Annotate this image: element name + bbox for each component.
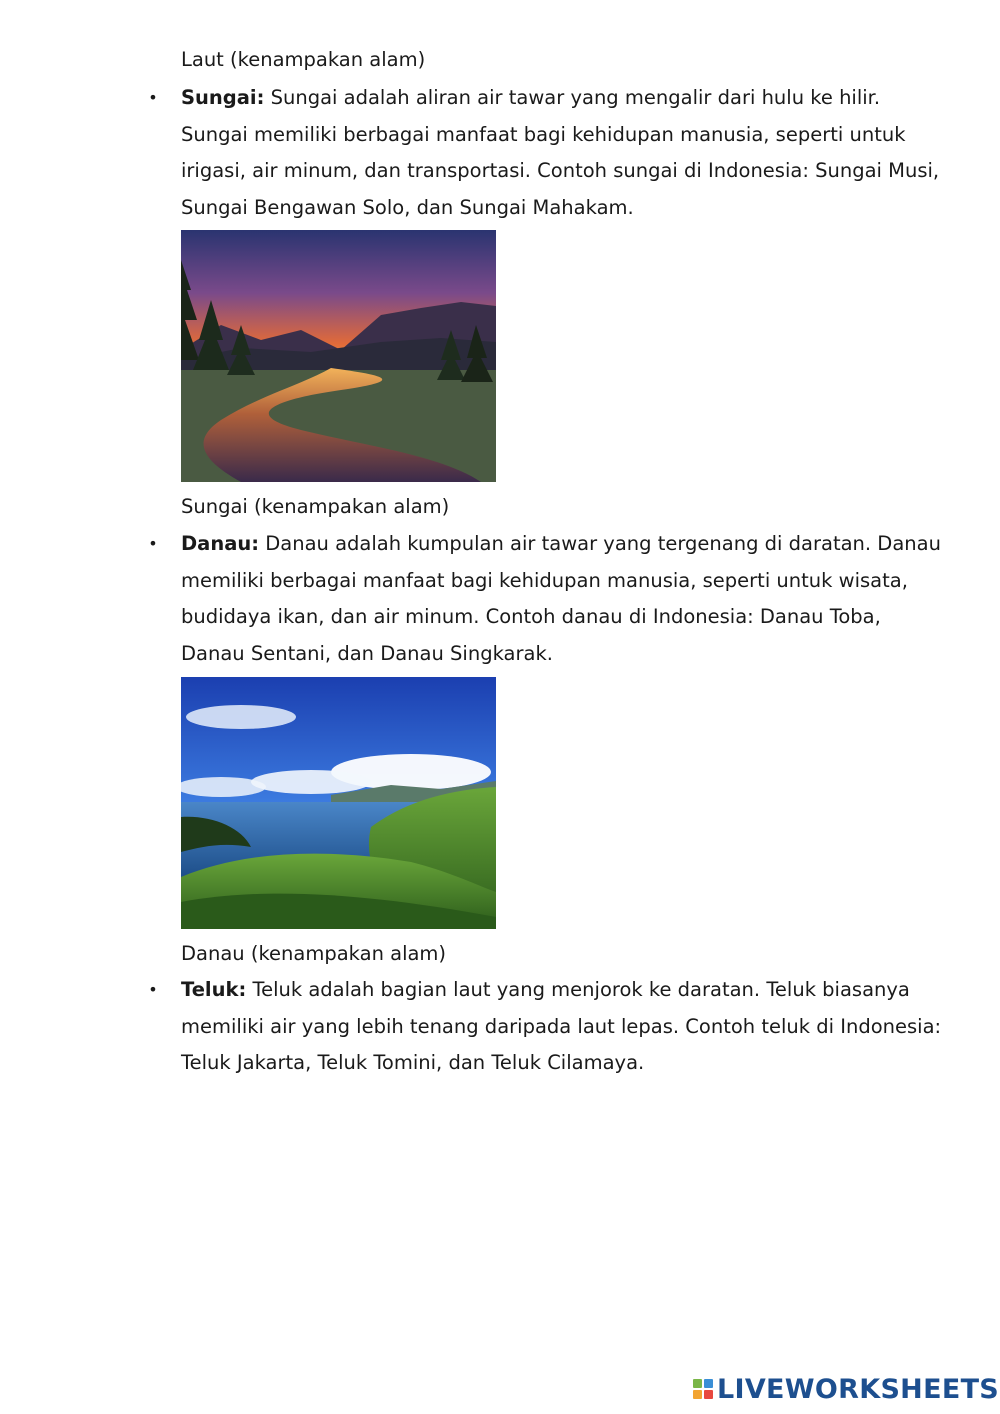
bullet-icon: • bbox=[148, 980, 158, 999]
sungai-line-2: Sungai memiliki berbagai manfaat bagi kehidupan manusia, seperti untuk bbox=[181, 122, 906, 146]
teluk-text-1: Teluk adalah bagian laut yang menjorok ke daratan. Teluk biasanya bbox=[246, 978, 910, 1001]
term-sungai: Sungai: bbox=[181, 86, 265, 109]
sungai-text-1: Sungai adalah aliran air tawar yang mengalir dari hulu ke hilir. bbox=[264, 86, 881, 109]
term-teluk: Teluk: bbox=[181, 978, 247, 1001]
bullet-icon: • bbox=[148, 88, 158, 107]
teluk-line-1 bbox=[181, 972, 910, 1009]
logo-square bbox=[704, 1379, 713, 1388]
logo-square bbox=[693, 1390, 702, 1399]
list-item-danau bbox=[148, 526, 941, 672]
logo-square bbox=[693, 1379, 702, 1388]
caption-laut: Laut (kenampakan alam) bbox=[181, 48, 426, 71]
danau-text-1: Danau adalah kumpulan air tawar yang tergenang di daratan. Danau bbox=[259, 532, 941, 555]
list-item-teluk bbox=[148, 972, 942, 1082]
logo-mark-icon bbox=[693, 1379, 713, 1399]
liveworksheets-logo[interactable] bbox=[693, 1374, 999, 1404]
teluk-line-2: memiliki air yang lebih tenang daripada laut lepas. Contoh teluk di Indonesia: bbox=[181, 1014, 942, 1038]
caption-danau: Danau (kenampakan alam) bbox=[181, 942, 447, 965]
danau-line-3: budidaya ikan, dan air minum. Contoh danau di Indonesia: Danau Toba, bbox=[181, 605, 881, 628]
danau-line-4: Danau Sentani, dan Danau Singkarak. bbox=[181, 641, 553, 665]
danau-line-1 bbox=[181, 526, 941, 563]
river-photo bbox=[181, 230, 496, 482]
term-danau: Danau: bbox=[181, 532, 260, 555]
sungai-line-4: Sungai Bengawan Solo, dan Sungai Mahakam. bbox=[181, 195, 634, 219]
list-item-sungai bbox=[148, 80, 940, 226]
sungai-line-3: irigasi, air minum, dan transportasi. Contoh sungai di Indonesia: Sungai Musi, bbox=[181, 159, 940, 182]
bullet-icon: • bbox=[148, 534, 158, 553]
sungai-line-1 bbox=[181, 80, 901, 117]
teluk-line-3: Teluk Jakarta, Teluk Tomini, dan Teluk Cilamaya. bbox=[181, 1051, 645, 1074]
lake-photo bbox=[181, 677, 496, 929]
logo-square bbox=[704, 1390, 713, 1399]
caption-sungai: Sungai (kenampakan alam) bbox=[181, 495, 450, 518]
logo-text: LIVEWORKSHEETS bbox=[717, 1373, 1000, 1405]
danau-line-2: memiliki berbagai manfaat bagi kehidupan manusia, seperti untuk wisata, bbox=[181, 568, 908, 592]
